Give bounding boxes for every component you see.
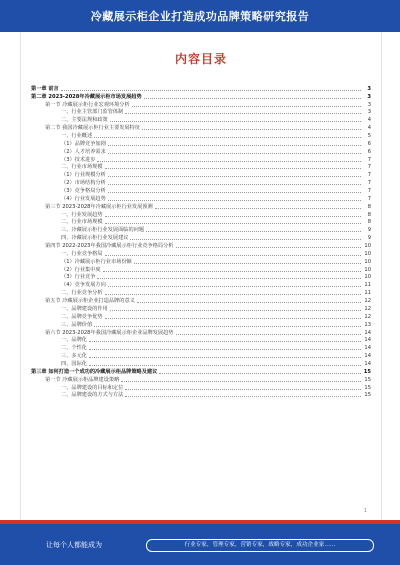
toc-entry[interactable] [31, 147, 371, 155]
toc-entry[interactable] [31, 265, 371, 273]
toc-entry-label: 四、冷藏展示柜行业发展建议 [61, 235, 129, 242]
toc-dot-leader [132, 105, 361, 107]
toc-entry-page: 7 [367, 188, 371, 195]
toc-entry-label: 四、国际化 [61, 360, 87, 367]
toc-entry-label: 二、行业市场规模 [61, 219, 103, 226]
footer-slogan: 让每个人都能成为 [46, 541, 102, 549]
toc-entry-page: 15 [364, 384, 371, 391]
toc-entry-label: 二、主要法规和政策 [61, 117, 108, 124]
toc-entry-label: 一、行业概述 [61, 133, 93, 140]
toc-entry-label: （4）竞争发展方向 [61, 282, 106, 289]
toc-entry[interactable] [31, 123, 371, 131]
toc-entry[interactable] [31, 155, 371, 163]
toc-dot-leader [137, 301, 361, 303]
toc-entry-page: 14 [364, 345, 371, 352]
toc-entry-page: 12 [364, 313, 371, 320]
toc-entry-page: 15 [364, 392, 371, 399]
toc-dot-leader [89, 340, 361, 342]
toc-entry[interactable] [31, 241, 371, 249]
toc-entry-page: 15 [363, 368, 371, 375]
toc-dot-leader [105, 215, 361, 217]
toc-entry-label: 三、冷藏展示柜行业发展面临的问题 [61, 227, 145, 234]
toc-entry-page: 6 [367, 148, 371, 155]
table-of-contents [31, 84, 371, 398]
toc-entry-page: 7 [367, 180, 371, 187]
toc-entry-label: （2）人才培养需求 [61, 148, 106, 155]
toc-entry[interactable] [31, 351, 371, 359]
toc-entry-label: 一、品牌建设的目标和定位 [61, 384, 124, 391]
toc-entry[interactable] [31, 218, 371, 226]
toc-entry-page: 3 [367, 85, 371, 92]
toc-dot-leader [97, 277, 361, 279]
toc-dot-leader [108, 191, 361, 193]
toc-entry-page: 15 [364, 376, 371, 383]
toc-entry-page: 12 [364, 298, 371, 305]
toc-entry-label: 第五节 冷藏展示柜企业打造品牌的意义 [45, 298, 135, 305]
toc-entry[interactable] [31, 273, 371, 281]
toc-entry-label: 第六节 2023-2028年我国冷藏展示柜企业品牌发展趋势 [45, 329, 174, 336]
toc-entry-page: 8 [367, 203, 371, 210]
toc-dot-leader [176, 333, 362, 335]
toc-entry-label: 第二章 2023-2028年冷藏展示柜市场发展趋势 [31, 93, 142, 100]
toc-dot-leader [108, 144, 361, 146]
toc-entry-label: 第一节 冷藏展示柜品牌建设策略 [45, 376, 120, 383]
toc-dot-leader [125, 395, 361, 397]
toc-entry-page: 3 [367, 93, 371, 100]
toc-entry[interactable] [31, 131, 371, 139]
toc-entry-page: 14 [364, 353, 371, 360]
toc-entry-label: 第四节 2022-2023年我国冷藏展示柜行业竞争格局分析 [45, 243, 174, 250]
toc-entry-label: （3）竞争格局分析 [61, 188, 106, 195]
toc-entry[interactable] [31, 280, 371, 288]
toc-entry-page: 14 [364, 329, 371, 336]
toc-entry-page: 10 [364, 243, 371, 250]
toc-entry-page: 14 [364, 360, 371, 367]
toc-entry-page: 10 [364, 258, 371, 265]
toc-entry-page: 11 [364, 282, 371, 289]
toc-entry-page: 7 [367, 195, 371, 202]
toc-dot-leader [97, 160, 361, 162]
toc-entry[interactable] [31, 92, 371, 100]
toc-dot-leader [61, 89, 361, 91]
toc-dot-leader [105, 317, 361, 319]
toc-entry[interactable] [31, 296, 371, 304]
toc-entry[interactable] [31, 359, 371, 367]
toc-entry-label: 二、品牌建设的方式与方法 [61, 392, 124, 399]
toc-entry-page: 3 [367, 101, 371, 108]
toc-dot-leader [159, 372, 361, 374]
toc-dot-leader [130, 238, 361, 240]
toc-entry-label: 一、行业竞争格局 [61, 250, 103, 257]
toc-dot-leader [89, 364, 361, 366]
toc-dot-leader [103, 270, 361, 272]
toc-entry[interactable] [31, 312, 371, 320]
report-title: 冷藏展示柜企业打造成功品牌策略研究报告 [90, 10, 310, 23]
toc-entry-label: 三、品牌价值 [61, 321, 93, 328]
toc-entry[interactable] [31, 375, 371, 383]
report-header-banner [0, 0, 400, 32]
toc-entry-label: （3）行业竞争 [61, 274, 96, 281]
toc-entry[interactable] [31, 100, 371, 108]
toc-dot-leader [146, 230, 361, 232]
toc-dot-leader [94, 136, 361, 138]
toc-dot-leader [89, 348, 361, 350]
toc-entry-label: （3）技术进步 [61, 156, 96, 163]
toc-dot-leader [125, 388, 361, 390]
page-number: 1 [363, 508, 367, 514]
toc-entry[interactable] [31, 249, 371, 257]
toc-dot-leader [155, 207, 361, 209]
toc-entry[interactable] [31, 233, 371, 241]
toc-entry-page: 14 [364, 337, 371, 344]
toc-dot-leader [89, 356, 361, 358]
toc-entry-page: 10 [364, 250, 371, 257]
toc-entry-label: （4）行业发展趋势 [61, 195, 106, 202]
toc-entry[interactable] [31, 186, 371, 194]
toc-entry[interactable] [31, 194, 371, 202]
toc-entry-page: 7 [367, 164, 371, 171]
toc-dot-leader [144, 97, 361, 99]
toc-dot-leader [125, 112, 361, 114]
toc-entry-label: （1）行业规模分析 [61, 172, 106, 179]
toc-dot-leader [110, 309, 361, 311]
toc-entry[interactable] [31, 210, 371, 218]
toc-dot-leader [176, 246, 362, 248]
toc-entry[interactable] [31, 115, 371, 123]
toc-dot-leader [110, 120, 361, 122]
toc-entry-page: 7 [367, 156, 371, 163]
toc-dot-leader [142, 128, 361, 130]
toc-entry[interactable] [31, 391, 371, 399]
toc-dot-leader [105, 254, 361, 256]
toc-entry-label: 第三章 如何打造一个成功的冷藏展示柜品牌策略及建议 [31, 368, 158, 375]
toc-entry-label: 一、品牌建设的作用 [61, 305, 108, 312]
toc-entry[interactable] [31, 84, 371, 92]
toc-entry-label: 二、个性化 [61, 345, 87, 352]
toc-entry-label: 二、行业竞争分析 [61, 290, 103, 297]
toc-dot-leader [105, 293, 361, 295]
toc-entry-page: 10 [364, 274, 371, 281]
toc-entry[interactable] [31, 343, 371, 351]
toc-entry-page: 6 [367, 140, 371, 147]
toc-entry-page: 9 [367, 227, 371, 234]
toc-entry-label: （2）行业集中度 [61, 266, 101, 273]
toc-entry-page: 3 [367, 109, 371, 116]
toc-entry[interactable] [31, 288, 371, 296]
toc-entry-page: 8 [367, 211, 371, 218]
toc-entry[interactable] [31, 257, 371, 265]
toc-entry-label: 一、品牌化 [61, 337, 87, 344]
toc-entry-label: 二、品牌竞争优势 [61, 313, 103, 320]
toc-entry[interactable] [31, 163, 371, 171]
toc-dot-leader [121, 380, 361, 382]
toc-entry-label: 一、行业主管部门监管体制 [61, 109, 124, 116]
toc-entry[interactable] [31, 383, 371, 391]
toc-entry-page: 8 [367, 219, 371, 226]
toc-entry-page: 11 [364, 290, 371, 297]
toc-dot-leader [105, 222, 361, 224]
footer-roles-badge: 行业专家，管理专家，营销专家，战略专家，成功企业家…… [146, 539, 374, 552]
toc-entry-page: 5 [367, 133, 371, 140]
toc-entry[interactable] [31, 225, 371, 233]
toc-entry[interactable] [31, 367, 371, 375]
toc-entry[interactable] [31, 178, 371, 186]
toc-dot-leader [105, 167, 361, 169]
toc-entry[interactable] [31, 304, 371, 312]
toc-entry-page: 4 [367, 125, 371, 132]
toc-entry-label: 三、多元化 [61, 353, 87, 360]
toc-dot-leader [94, 325, 361, 327]
toc-title: 内容目录 [174, 52, 227, 66]
toc-entry-label: 一、行业发展趋势 [61, 211, 103, 218]
toc-dot-leader [108, 183, 361, 185]
toc-entry-page: 7 [367, 172, 371, 179]
toc-entry[interactable] [31, 202, 371, 210]
toc-entry-label: 二、行业市场规模 [61, 164, 103, 171]
footer-accent-stripe [0, 520, 400, 524]
toc-entry[interactable] [31, 139, 371, 147]
toc-entry[interactable] [31, 108, 371, 116]
toc-dot-leader [108, 175, 361, 177]
toc-entry[interactable] [31, 320, 371, 328]
toc-entry[interactable] [31, 336, 371, 344]
footer-banner [0, 520, 400, 565]
toc-entry-label: 第一节 冷藏展示柜行业宏观环境分析 [45, 101, 130, 108]
toc-entry-page: 9 [367, 235, 371, 242]
toc-entry-label: （1）品牌竞争加剧 [61, 140, 106, 147]
toc-entry-label: （1）冷藏展示柜行业市场份额 [61, 258, 132, 265]
toc-entry-page: 10 [364, 266, 371, 273]
toc-entry-page: 13 [364, 321, 371, 328]
toc-dot-leader [108, 199, 361, 201]
toc-dot-leader [108, 152, 361, 154]
toc-entry-page: 12 [364, 305, 371, 312]
toc-entry[interactable] [31, 170, 371, 178]
toc-entry-page: 4 [367, 117, 371, 124]
toc-entry-label: 第二节 我国冷藏展示柜行业主要发展特征 [45, 125, 141, 132]
toc-dot-leader [108, 285, 361, 287]
toc-entry-label: （2）市场结构分析 [61, 180, 106, 187]
document-page [20, 32, 382, 520]
toc-entry[interactable] [31, 328, 371, 336]
toc-entry-label: 第三节 2023-2028年冷藏展示柜行业发展预测 [45, 203, 153, 210]
toc-dot-leader [134, 262, 361, 264]
toc-entry-label: 第一章 前言 [31, 85, 59, 92]
